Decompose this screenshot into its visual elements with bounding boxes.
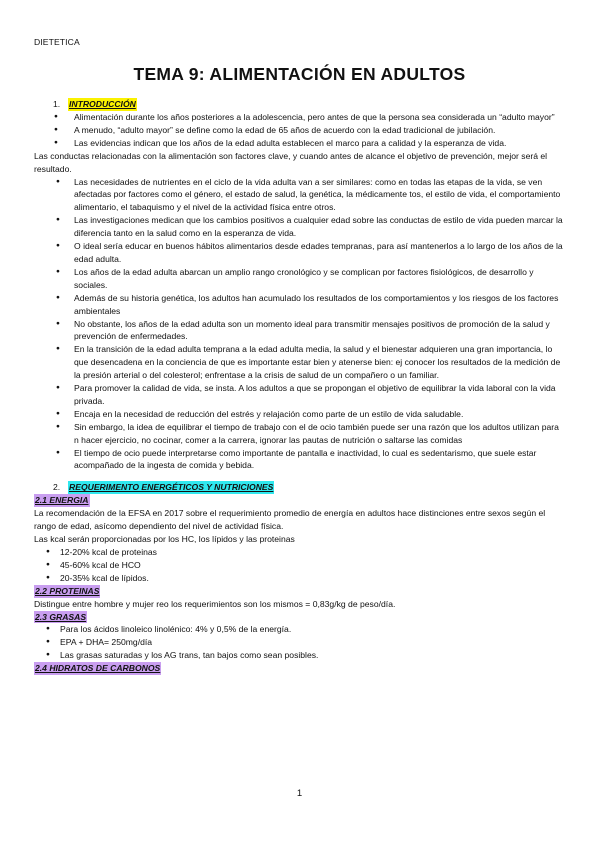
list-item: ● A menudo, “adulto mayor” se define como la edad de 65 años de acuerdo con la edad tradicional de jubilación. (34, 124, 566, 137)
list-item: ● Las evidencias indican que los años de la edad adulta establecen el marco para a calidad y la esperanza de vida. (34, 137, 566, 150)
subsection-proteinas-title: 2.2 PROTEINAS (35, 585, 100, 596)
list-item: ● EPA + DHA= 250mg/día (34, 636, 566, 649)
list-item: ● Alimentación durante los años posteriores a la adolescencia, pero antes de que la persona sea considerada un “adulto mayor” (34, 111, 566, 124)
list-item: ● Además de su historia genética, los adultos han acumulado los resultados de los comportamientos y los riesgos de los factores ambientales (34, 292, 566, 318)
list-item: ● El tiempo de ocio puede interpretarse como importante de pantalla e inactividad, lo cual es sedentarismo, que suele estar acompañado de la ingesta de comida y bebida. (34, 447, 566, 473)
intro-paragraph: Las conductas relacionadas con la alimentación son factores clave, y cuando antes de alcance el objetivo de prevención, mejor será el resultado. (34, 150, 548, 174)
list-item: ● Las necesidades de nutrientes en el ciclo de la vida adulta van a ser similares: como en todas las etapas de la vida, se ven afectadas por factores como el género, el estado de salud, la genética, la médicamente tos, el estilo de vida, el comportamiento alimentario, el tabaquismo y el nivel de la actividad física entre otros. (34, 176, 566, 215)
subsection-energia-title: 2.1 ENERGIA (35, 495, 89, 506)
subsection-hidratos-title: 2.4 HIDRATOS DE CARBONOS (35, 663, 161, 674)
list-item: ● 20-35% kcal de lípidos. (34, 572, 566, 585)
list-item: ● Los años de la edad adulta abarcan un amplio rango cronológico y se complican por factores fisiológicos, de desarrollo y sociales. (34, 266, 566, 292)
list-item: ● Encaja en la necesidad de reducción del estrés y relajación como parte de un estilo de vida saludable. (34, 408, 566, 421)
document-header: DIETETICA (34, 37, 80, 47)
page-number: 1 (296, 788, 303, 799)
section-1-title: INTRODUCCIÓN (69, 99, 136, 109)
section-1-heading (34, 98, 566, 111)
list-item: ● Las grasas saturadas y los AG trans, tan bajos como sean posibles. (34, 649, 566, 662)
list-item: ● Las investigaciones medican que los cambios positivos a cualquier edad sobre las conductas de estilo de vida pueden marcar la diferencia tanto en la salud como en la esperanza de vida. (34, 214, 566, 240)
section-2-number: 2. (53, 482, 61, 493)
list-item: ● Para promover la calidad de vida, se insta. A los adultos a que se propongan el objetivo de equilibrar la vida laboral con la vida privada. (34, 382, 566, 408)
energia-bullets (34, 546, 566, 585)
subsection-grasas-title: 2.3 GRASAS (35, 611, 87, 622)
intro-detail-bullets (34, 176, 566, 473)
page-title: TEMA 9: ALIMENTACIÓN EN ADULTOS (133, 64, 466, 84)
section-2-title: REQUERIMENTO ENERGÉTICOS Y NUTRICIONES (69, 482, 274, 493)
list-item: ● 12-20% kcal de proteinas (34, 546, 566, 559)
list-item: ● 45-60% kcal de HCO (34, 559, 566, 572)
list-item: ● En la transición de la edad adulta temprana a la edad adulta media, la salud y el bienestar adquieren una gran importancia, lo que desencadena en la conciencia de que es importante estar bien y atenerse bien: ej conocer los resultados de la medición de la presión arterial o del colesterol; enfrentase a la crisis de salud de un compañero o un familiar. (34, 343, 566, 382)
grasas-bullets (34, 623, 566, 662)
section-1-number: 1. (53, 99, 61, 109)
list-item: ● No obstante, los años de la edad adulta son un momento ideal para transmitir mensajes positivos de promoción de la salud y prevención de enfermedades. (34, 318, 566, 344)
section-2-heading (34, 481, 566, 494)
intro-bullets (34, 111, 566, 150)
list-item: ● O ideal sería educar en buenos hábitos alimentarios desde edades tempranas, para así mantenerlos a lo largo de los años de la edad adulta. (34, 240, 566, 266)
energia-kcal-paragraph: Las kcal serán proporcionadas por los HC, los lípidos y las proteinas (34, 534, 295, 545)
proteinas-paragraph: Distingue entre hombre y mujer reo los requerimientos son los mismos = 0,83g/kg de peso/día. (34, 598, 396, 609)
energia-paragraph: La recomendación de la EFSA en 2017 sobre el requerimiento promedio de energía en adultos hace distinciones entre sexos según el rango de edad, asícomo dependiento del nivel de actividad física. (34, 508, 546, 532)
list-item: ● Sin embargo, la idea de equilibrar el tiempo de trabajo con el de ocio también puede ser una razón que los adultos utilizan para n hacer ejercicio, no cocinar, comer a la carrera, ignorar las pautas de nutrición o saltarse las comidas (34, 421, 566, 447)
list-item: ● Para los ácidos linoleico linolénico: 4% y 0,5% de la energía. (34, 623, 566, 636)
document-body (34, 98, 566, 675)
